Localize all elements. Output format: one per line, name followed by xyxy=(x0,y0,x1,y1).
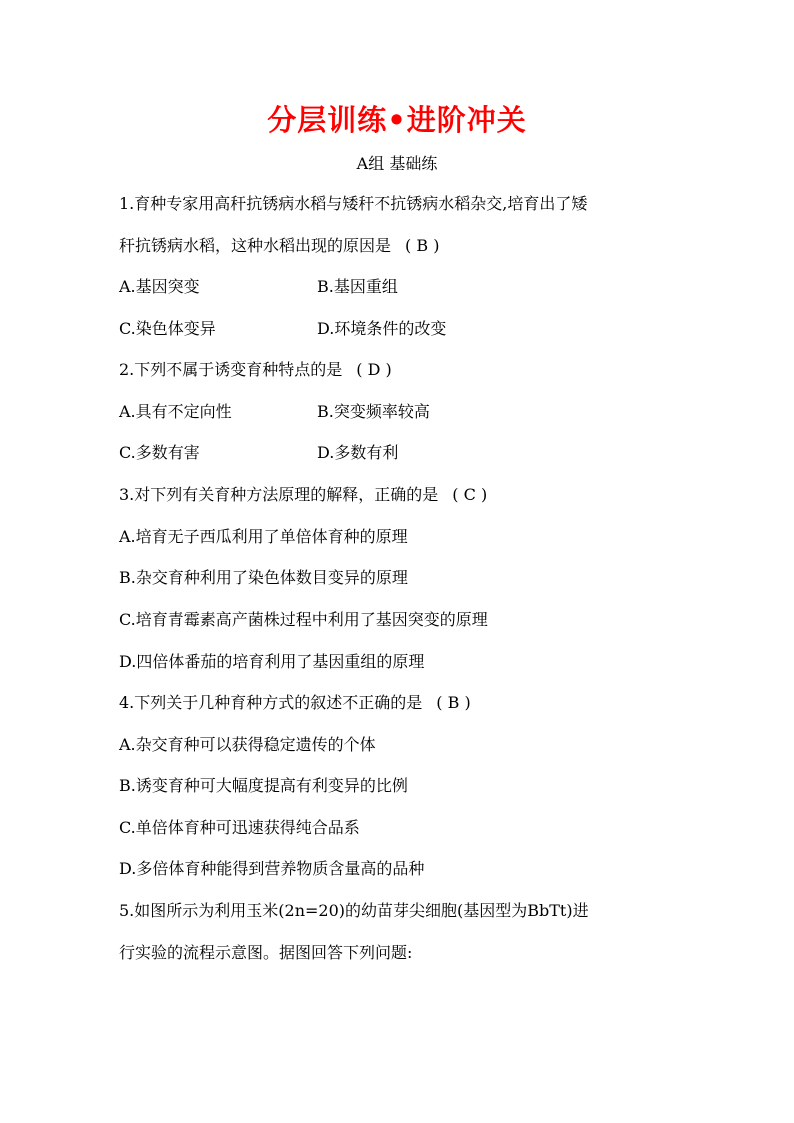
section-subtitle: A组 基础练 xyxy=(356,154,438,173)
q4-stem-text: 4.下列关于几种育种方式的叙述不正确的是 xyxy=(119,693,423,712)
q2-option-d: D.多数有利 xyxy=(317,443,399,462)
q3-option-a: A.培育无子西瓜利用了单倍体育种的原理 xyxy=(119,527,408,546)
q2-option-a: A.具有不定向性 xyxy=(119,402,232,421)
q3-option-b: B.杂交育种利用了染色体数目变异的原理 xyxy=(119,568,408,587)
q2-stem-text: 2.下列不属于诱变育种特点的是 xyxy=(119,360,343,379)
q1-answer: ( B ) xyxy=(405,236,440,255)
q4-option-c: C.单倍体育种可迅速获得纯合品系 xyxy=(119,818,360,837)
q4-option-b: B.诱变育种可大幅度提高有利变异的比例 xyxy=(119,776,408,795)
q3-option-d: D.四倍体番茄的培育利用了基因重组的原理 xyxy=(119,652,425,671)
q2-option-b: B.突变频率较高 xyxy=(317,402,430,421)
q3-stem-text: 3.对下列有关育种方法原理的解释，正确的是 xyxy=(119,485,439,504)
q4-option-a: A.杂交育种可以获得稳定遗传的个体 xyxy=(119,735,376,754)
q1-option-a: A.基因突变 xyxy=(119,277,200,296)
q3-answer: ( C ) xyxy=(452,485,488,504)
q3-stem-line xyxy=(119,482,487,505)
q3-option-c: C.培育青霉素高产菌株过程中利用了基因突变的原理 xyxy=(119,610,488,629)
q1-option-b: B.基因重组 xyxy=(317,277,398,296)
q5-stem-line2: 行实验的流程示意图。据图回答下列问题: xyxy=(119,943,413,962)
q1-option-c: C.染色体变异 xyxy=(119,319,216,338)
q2-option-c: C.多数有害 xyxy=(119,443,200,462)
q4-answer: ( B ) xyxy=(436,693,471,712)
page-title: 分层训练•进阶冲关 xyxy=(267,103,527,137)
q4-stem-line xyxy=(119,690,471,713)
q2-stem-line xyxy=(119,357,392,380)
q1-stem-line1: 1.育种专家用高秆抗锈病水稻与矮秆不抗锈病水稻杂交,培育出了矮 xyxy=(119,194,588,213)
q5-stem-line1: 5.如图所示为利用玉米(2n=20)的幼苗芽尖细胞(基因型为BbTt)进 xyxy=(119,901,589,920)
q1-stem-text: 秆抗锈病水稻，这种水稻出现的原因是 xyxy=(119,236,392,255)
q1-stem-line2 xyxy=(119,233,439,256)
q4-option-d: D.多倍体育种能得到营养物质含量高的品种 xyxy=(119,859,425,878)
q2-answer: ( D ) xyxy=(356,360,392,379)
q1-option-d: D.环境条件的改变 xyxy=(317,319,447,338)
